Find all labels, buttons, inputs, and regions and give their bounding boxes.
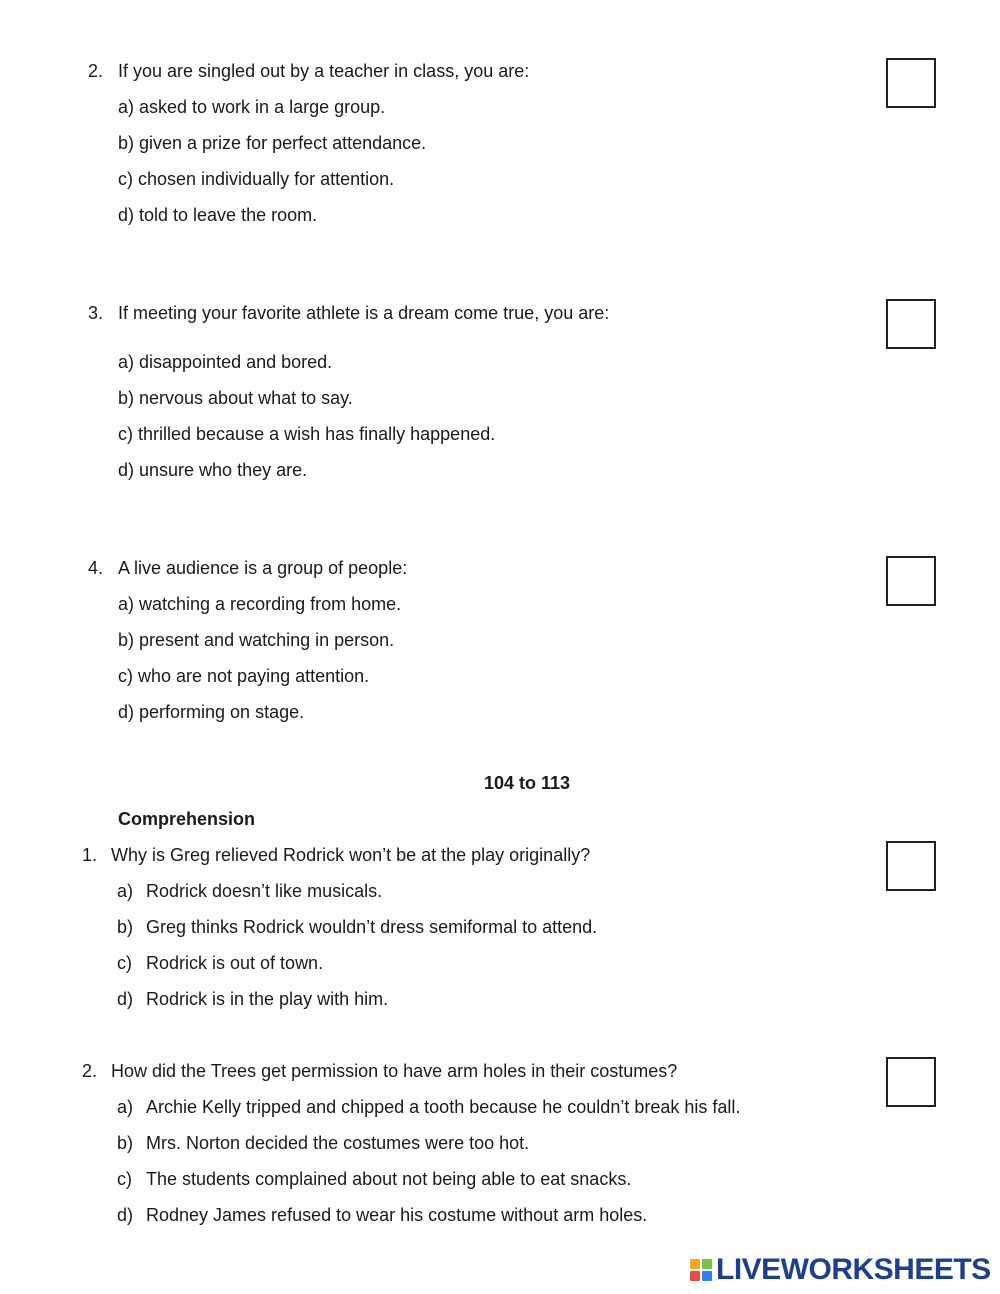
- section-heading: Comprehension: [118, 809, 256, 829]
- answer-option: c) thrilled because a wish has finally happened.: [118, 424, 496, 444]
- answer-option: a) watching a recording from home.: [118, 594, 402, 614]
- answer-input-box[interactable]: [886, 841, 936, 891]
- answer-input-box[interactable]: [886, 556, 936, 606]
- answer-option: d) told to leave the room.: [118, 205, 318, 225]
- option-letter: c): [117, 953, 132, 973]
- answer-option: b) present and watching in person.: [118, 630, 395, 650]
- answer-option: a) disappointed and bored.: [118, 352, 333, 372]
- answer-option: Rodrick is in the play with him.: [146, 989, 389, 1009]
- option-letter: b): [117, 917, 134, 937]
- answer-option: d) performing on stage.: [118, 702, 305, 722]
- question-prompt: If you are singled out by a teacher in class, you are:: [118, 61, 530, 81]
- option-letter: c): [117, 1169, 132, 1189]
- question-number: 4.: [88, 558, 104, 578]
- option-letter: a): [117, 1097, 134, 1117]
- answer-option: c) chosen individually for attention.: [118, 169, 395, 189]
- liveworksheets-logo: [690, 1254, 991, 1286]
- option-letter: d): [117, 989, 134, 1009]
- page-range-heading: 104 to 113: [484, 773, 571, 793]
- option-letter: d): [117, 1205, 134, 1225]
- question-number: 2.: [88, 61, 104, 81]
- option-letter: b): [117, 1133, 134, 1153]
- answer-option: Archie Kelly tripped and chipped a tooth because he couldn’t break his fall.: [146, 1097, 741, 1117]
- question-number: 3.: [88, 303, 104, 323]
- answer-option: Mrs. Norton decided the costumes were too hot.: [146, 1133, 530, 1153]
- answer-option: The students complained about not being able to eat snacks.: [146, 1169, 632, 1189]
- answer-input-box[interactable]: [886, 58, 936, 108]
- answer-option: Rodney James refused to wear his costume without arm holes.: [146, 1205, 648, 1225]
- answer-option: b) given a prize for perfect attendance.: [118, 133, 427, 153]
- answer-input-box[interactable]: [886, 1057, 936, 1107]
- liveworksheets-logo-icon: [690, 1259, 712, 1281]
- question-number: 1.: [82, 845, 98, 865]
- answer-option: d) unsure who they are.: [118, 460, 308, 480]
- answer-option: Greg thinks Rodrick wouldn’t dress semiformal to attend.: [146, 917, 598, 937]
- question-prompt: How did the Trees get permission to have arm holes in their costumes?: [111, 1061, 678, 1081]
- answer-option: c) who are not paying attention.: [118, 666, 370, 686]
- answer-option: b) nervous about what to say.: [118, 388, 353, 408]
- liveworksheets-logo-text: LIVEWORKSHEETS: [716, 1253, 991, 1286]
- question-prompt: Why is Greg relieved Rodrick won’t be at the play originally?: [111, 845, 591, 865]
- question-prompt: A live audience is a group of people:: [118, 558, 408, 578]
- answer-option: Rodrick is out of town.: [146, 953, 324, 973]
- question-number: 2.: [82, 1061, 98, 1081]
- option-letter: a): [117, 881, 134, 901]
- question-prompt: If meeting your favorite athlete is a dream come true, you are:: [118, 303, 610, 323]
- answer-option: Rodrick doesn’t like musicals.: [146, 881, 383, 901]
- answer-option: a) asked to work in a large group.: [118, 97, 386, 117]
- answer-input-box[interactable]: [886, 299, 936, 349]
